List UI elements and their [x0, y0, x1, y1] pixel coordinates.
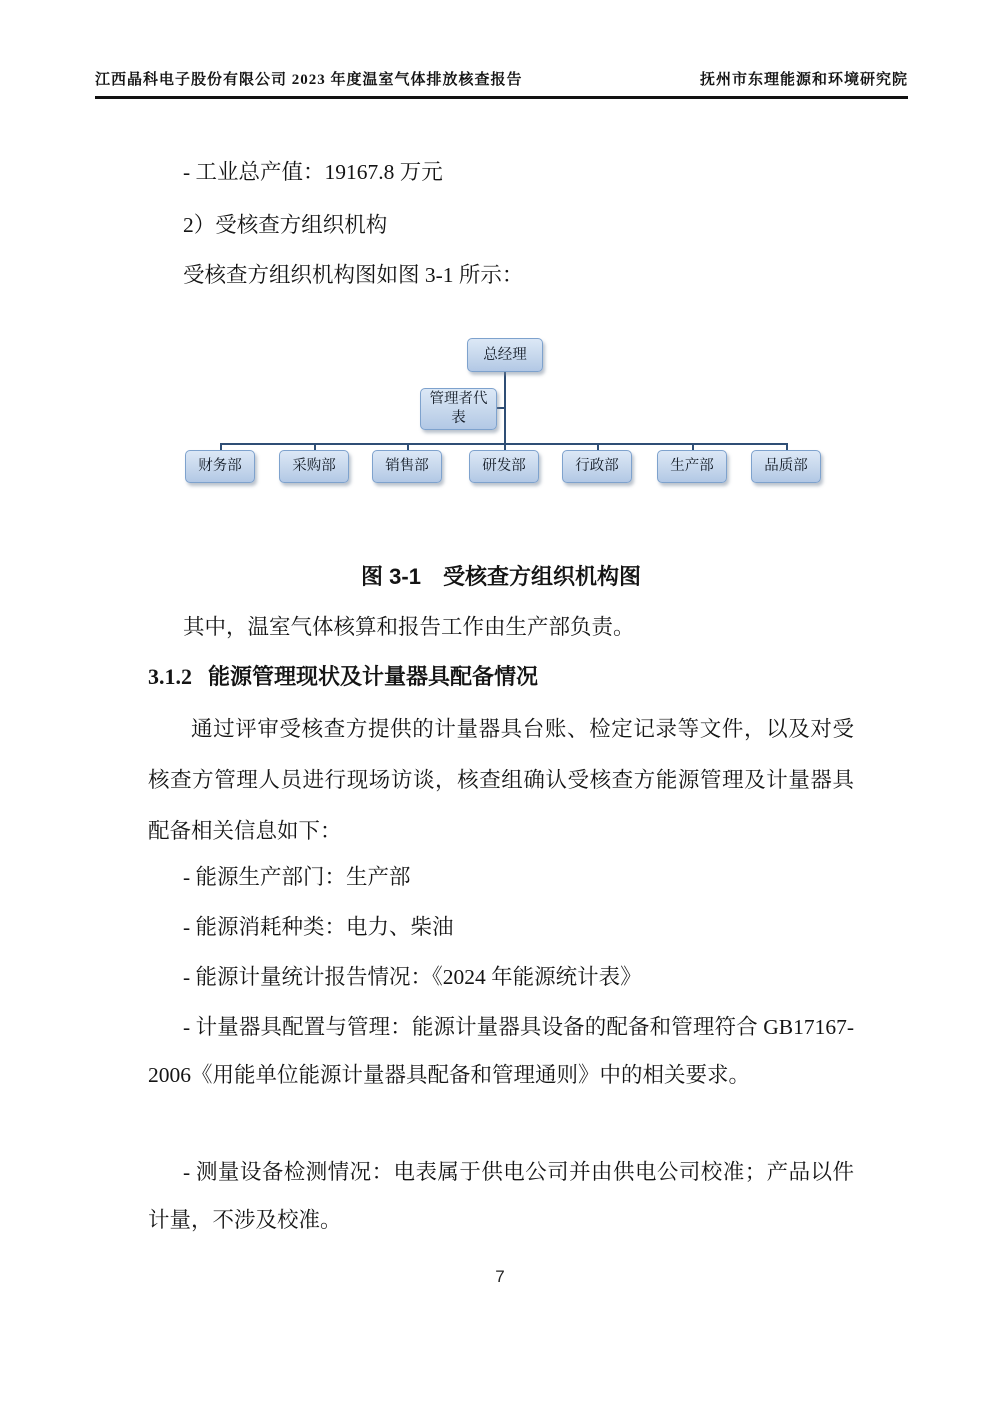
org-line-staff-connector: [497, 407, 505, 409]
bullet-energy-types: - 能源消耗种类：电力、柴油: [183, 914, 454, 939]
org-box-dept-admin: 行政部: [562, 450, 632, 483]
section-paragraph: 通过评审受核查方提供的计量器具台账、检定记录等文件，以及对受核查方管理人员进行现场访谈，核查组确认受核查方能源管理及计量器具配备相关信息如下：: [148, 716, 854, 843]
bullet-metering-config: - 计量器具配置与管理：能源计量器具设备的配备和管理符合 GB17167-2006《用能单位能源计量器具配备和管理通则》中的相关要求。: [148, 1014, 854, 1087]
org-chart: [148, 330, 854, 495]
page-number: 7: [495, 1267, 505, 1286]
figure-intro: 受核查方组织机构图如图 3-1 所示：: [183, 262, 524, 287]
org-box-dept-rnd: 研发部: [469, 450, 539, 483]
bullet-measuring-devices: - 测量设备检测情况：电表属于供电公司并由供电公司校准；产品以件计量，不涉及校准。: [148, 1159, 854, 1232]
bullet-energy-dept: - 能源生产部门：生产部: [183, 864, 411, 889]
org-box-general-manager: 总经理: [467, 338, 543, 372]
org-box-dept-sales: 销售部: [372, 450, 442, 483]
bullet-industrial-output: - 工业总产值：19167.8 万元: [183, 159, 443, 184]
bullet-energy-report: - 能源计量统计报告情况：《2024 年能源统计表》: [183, 964, 642, 989]
header-right-title: 抚州市东理能源和环境研究院: [699, 72, 908, 88]
page-header: [95, 68, 908, 99]
section-heading: [148, 652, 908, 702]
org-box-dept-purchasing: 采购部: [279, 450, 349, 483]
section-number: 3.1.2: [148, 664, 192, 689]
org-box-management-representative: 管理者代表: [420, 388, 497, 430]
after-figure-text: 其中，温室气体核算和报告工作由生产部负责。: [183, 614, 635, 639]
org-box-dept-finance: 财务部: [185, 450, 255, 483]
org-box-dept-quality: 品质部: [751, 450, 821, 483]
header-left-title: 江西晶科电子股份有限公司 2023 年度温室气体排放核查报告: [95, 72, 523, 88]
item2-title: 2）受核查方组织机构: [183, 212, 388, 237]
section-title: 能源管理现状及计量器具配备情况: [208, 664, 539, 689]
org-box-dept-production: 生产部: [657, 450, 727, 483]
figure-caption: 图 3-1 受核查方组织机构图: [361, 564, 641, 589]
